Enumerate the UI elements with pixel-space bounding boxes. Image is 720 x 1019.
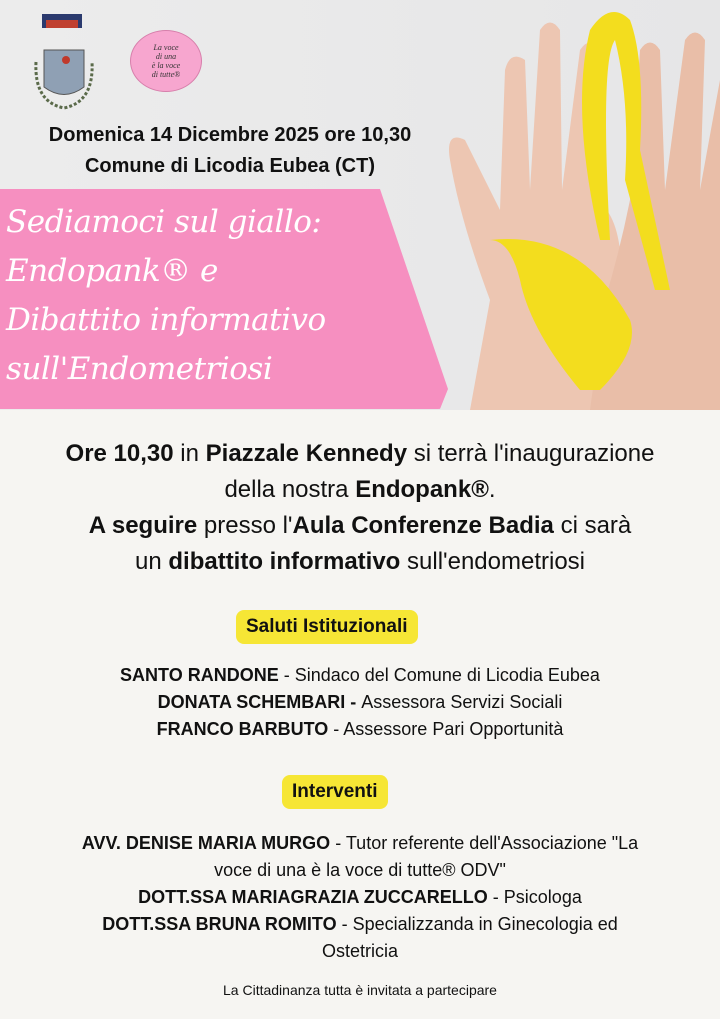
title-line: Dibattito informativo bbox=[6, 302, 326, 338]
person-name: DOTT.SSA BRUNA ROMITO bbox=[102, 914, 337, 934]
assoc-logo-text: è la voce bbox=[151, 61, 181, 70]
saluti-heading: Saluti Istituzionali bbox=[236, 610, 418, 644]
intro-text-part: . bbox=[488, 476, 496, 503]
municipal-crest-logo bbox=[30, 12, 100, 112]
person-name: FRANCO BARBUTO bbox=[156, 719, 329, 739]
intro-line bbox=[0, 436, 720, 472]
intro-text bbox=[0, 436, 720, 580]
list-item-continued: voce di una è la voce di tutte® ODV" bbox=[214, 860, 506, 880]
invitation-footer: La Cittadinanza tutta è invitata a partecipare bbox=[223, 982, 497, 998]
saluti-list bbox=[0, 662, 720, 743]
list-item-continued: Ostetricia bbox=[321, 941, 399, 961]
intro-bold: Piazzale Kennedy bbox=[205, 440, 408, 467]
assoc-logo-text: La voce bbox=[153, 43, 179, 52]
hands-with-yellow-ribbon-image bbox=[430, 0, 720, 410]
title-line: sull'Endometriosi bbox=[6, 351, 273, 387]
intro-text-part: in bbox=[173, 440, 206, 467]
intro-text-part: ci sarà bbox=[553, 512, 632, 539]
intro-text-part: un bbox=[134, 548, 169, 575]
intro-bold: Aula Conferenze Badia bbox=[292, 512, 554, 539]
list-item bbox=[0, 830, 720, 857]
intro-bold: Ore 10,30 bbox=[65, 440, 174, 467]
person-name: AVV. DENISE MARIA MURGO bbox=[81, 833, 331, 853]
person-role: - Sindaco del Comune di Licodia Eubea bbox=[278, 665, 600, 685]
intro-text-part: presso l' bbox=[197, 512, 293, 539]
person-name: SANTO RANDONE bbox=[120, 665, 279, 685]
list-item bbox=[0, 689, 720, 716]
title-line: Endopank® e bbox=[6, 253, 218, 289]
list-item bbox=[0, 716, 720, 743]
association-logo bbox=[130, 30, 202, 92]
person-role: - Tutor referente dell'Associazione "La bbox=[330, 833, 639, 853]
intro-bold: A seguire bbox=[88, 512, 198, 539]
intro-text-part: sull'endometriosi bbox=[400, 548, 586, 575]
event-place: Comune di Licodia Eubea (CT) bbox=[84, 155, 375, 177]
person-role: - Specializzanda in Ginecologia ed bbox=[336, 914, 618, 934]
list-item bbox=[0, 884, 720, 911]
event-date: Domenica 14 Dicembre 2025 ore 10,30 bbox=[48, 124, 412, 146]
intro-line bbox=[0, 472, 720, 508]
person-role: - Assessore Pari Opportunità bbox=[328, 719, 564, 739]
list-item bbox=[0, 662, 720, 689]
title-line: Sediamoci sul giallo: bbox=[6, 204, 322, 240]
person-role: Assessora Servizi Sociali bbox=[361, 692, 563, 712]
person-role: - Psicologa bbox=[487, 887, 582, 907]
interventi-list bbox=[0, 830, 720, 965]
list-item bbox=[0, 911, 720, 938]
intro-line bbox=[0, 544, 720, 580]
intro-text-part: della nostra bbox=[224, 476, 356, 503]
assoc-logo-text: di una bbox=[155, 52, 177, 61]
assoc-logo-text: di tutte® bbox=[151, 70, 181, 79]
intro-bold: Endopank® bbox=[355, 476, 489, 503]
interventi-heading: Interventi bbox=[282, 775, 388, 809]
event-title bbox=[6, 198, 326, 394]
intro-bold: dibattito informativo bbox=[168, 548, 401, 575]
intro-line bbox=[0, 508, 720, 544]
person-name: DONATA SCHEMBARI - bbox=[157, 692, 362, 712]
person-name: DOTT.SSA MARIAGRAZIA ZUCCARELLO bbox=[138, 887, 488, 907]
event-date-place bbox=[0, 120, 460, 182]
intro-text-part: si terrà l'inaugurazione bbox=[407, 440, 655, 467]
